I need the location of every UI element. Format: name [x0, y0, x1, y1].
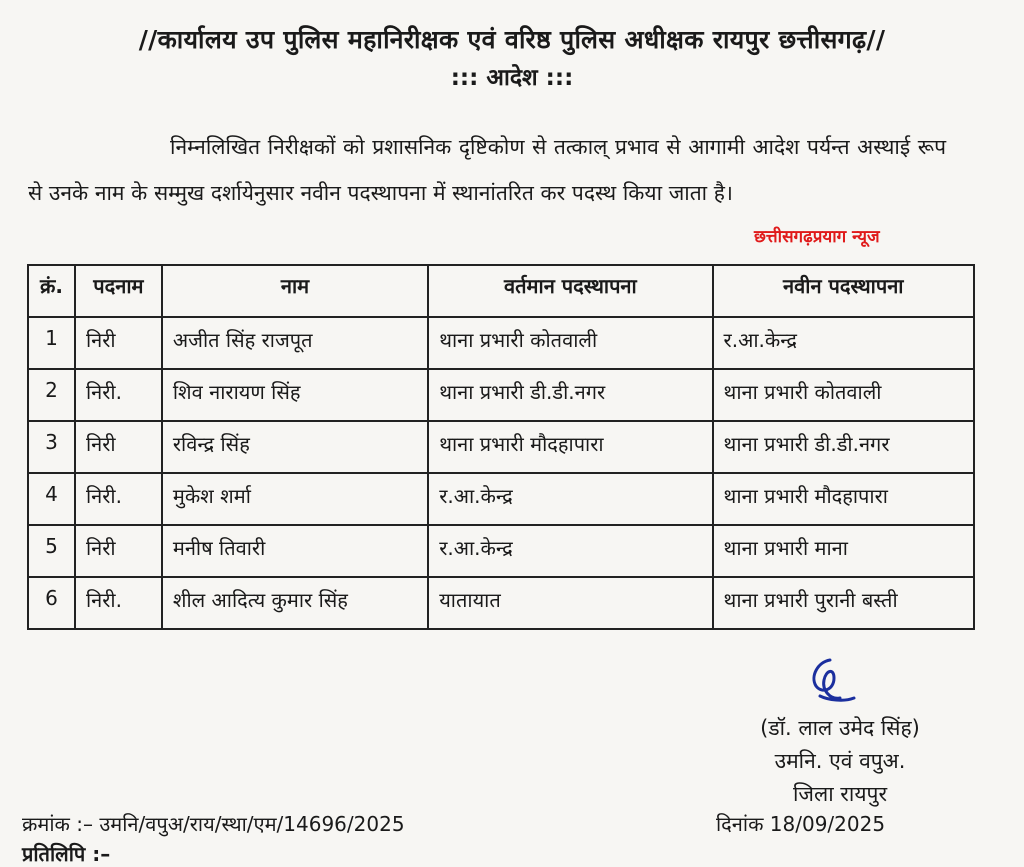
serial-cell: 1	[28, 317, 75, 369]
new-posting-cell: र.आ.केन्द्र	[713, 317, 974, 369]
table-row	[28, 421, 974, 473]
new-posting-cell: थाना प्रभारी डी.डी.नगर	[713, 421, 974, 473]
designation-cell: निरी	[75, 421, 162, 473]
signature-block	[700, 712, 980, 811]
officer-district: जिला रायपुर	[792, 782, 888, 806]
serial-cell: 6	[28, 577, 75, 629]
designation-cell: निरी	[75, 525, 162, 577]
header-new-posting: नवीन पदस्थापना	[713, 265, 974, 317]
officer-name: (डॉ. लाल उमेद सिंह)	[760, 716, 920, 740]
signature-mark	[800, 652, 860, 712]
name-cell: अजीत सिंह राजपूत	[162, 317, 428, 369]
name-cell: रविन्द्र सिंह	[162, 421, 428, 473]
order-date: दिनांक 18/09/2025	[716, 812, 886, 836]
serial-cell: 4	[28, 473, 75, 525]
name-cell: शील आदित्य कुमार सिंह	[162, 577, 428, 629]
table-header-row	[28, 265, 974, 317]
order-body-text: निम्नलिखित निरीक्षकों को प्रशासनिक दृष्टिकोण से तत्काल् प्रभाव से आगामी आदेश पर्यन्त अस्थाई रूप से उनके नाम के सम्मुख दर्शायेनुसार नवीन पदस्थापना में स्थानांतरित कर पदस्थ किया जाता है।	[28, 135, 946, 205]
new-posting-cell: थाना प्रभारी कोतवाली	[713, 369, 974, 421]
table-row	[28, 525, 974, 577]
officer-designation: उमनि. एवं वपुअ.	[774, 749, 906, 773]
serial-cell: 5	[28, 525, 75, 577]
order-title: ::: आदेश :::	[450, 65, 574, 91]
news-watermark: छत्तीसगढ़प्रयाग न्यूज	[754, 227, 880, 247]
order-reference-number: क्रमांक :– उमनि/वपुअ/राय/स्था/एम/14696/2025	[22, 812, 405, 836]
current-posting-cell: थाना प्रभारी कोतवाली	[428, 317, 712, 369]
office-header: //कार्यालय उप पुलिस महानिरीक्षक एवं वरिष्ठ पुलिस अधीक्षक रायपुर छत्तीसगढ़//	[138, 25, 886, 54]
current-posting-cell: थाना प्रभारी डी.डी.नगर	[428, 369, 712, 421]
table-row	[28, 369, 974, 421]
new-posting-cell: थाना प्रभारी माना	[713, 525, 974, 577]
designation-cell: निरी.	[75, 473, 162, 525]
header-current-posting: वर्तमान पदस्थापना	[428, 265, 712, 317]
header-serial: क्रं.	[28, 265, 75, 317]
serial-cell: 3	[28, 421, 75, 473]
current-posting-cell: र.आ.केन्द्र	[428, 525, 712, 577]
table-row	[28, 577, 974, 629]
designation-cell: निरी.	[75, 577, 162, 629]
header-name: नाम	[162, 265, 428, 317]
table-row	[28, 317, 974, 369]
current-posting-cell: थाना प्रभारी मौदहापारा	[428, 421, 712, 473]
copy-to-label: प्रतिलिपि :–	[22, 842, 111, 866]
current-posting-cell: यातायात	[428, 577, 712, 629]
designation-cell: निरी	[75, 317, 162, 369]
header-designation: पदनाम	[75, 265, 162, 317]
designation-cell: निरी.	[75, 369, 162, 421]
current-posting-cell: र.आ.केन्द्र	[428, 473, 712, 525]
name-cell: मुकेश शर्मा	[162, 473, 428, 525]
name-cell: शिव नारायण सिंह	[162, 369, 428, 421]
serial-cell: 2	[28, 369, 75, 421]
new-posting-cell: थाना प्रभारी पुरानी बस्ती	[713, 577, 974, 629]
new-posting-cell: थाना प्रभारी मौदहापारा	[713, 473, 974, 525]
transfer-table	[27, 264, 975, 630]
table-row	[28, 473, 974, 525]
name-cell: मनीष तिवारी	[162, 525, 428, 577]
